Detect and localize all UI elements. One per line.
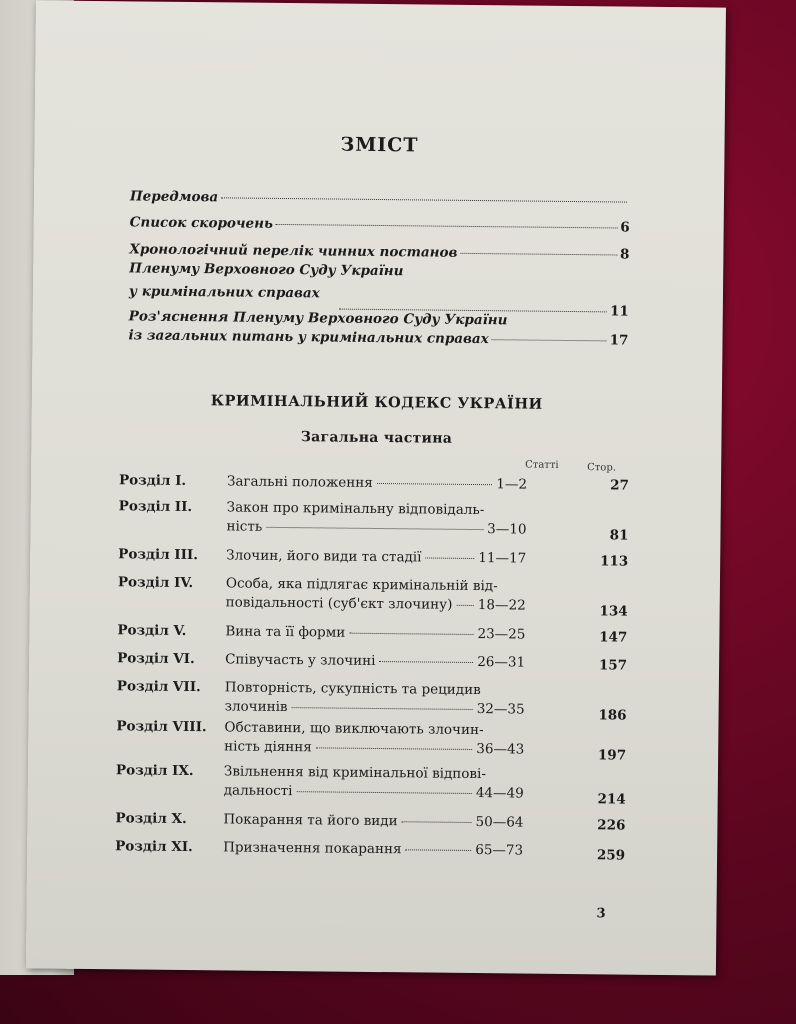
- dot-leader: [266, 527, 483, 530]
- section-title: Особа, яка підлягає кримінальній від-: [225, 575, 498, 595]
- section-title: Звільнення від кримінальної відпові-: [223, 763, 487, 783]
- toc-section-row: [118, 545, 638, 570]
- dot-leader: [460, 253, 617, 256]
- dot-leader: [316, 747, 472, 750]
- table-of-contents: [26, 0, 726, 975]
- toc-section-row: [115, 761, 636, 808]
- section-articles: 1—2: [496, 476, 528, 493]
- section-title: Злочин, його види та стадії: [226, 547, 422, 566]
- section-number: Розділ X.: [115, 810, 187, 828]
- section-number: Розділ II.: [118, 498, 193, 516]
- toc-section-row: [118, 471, 639, 494]
- section-title: Повторність, сукупність та рецидив: [224, 679, 481, 699]
- toc-entry-label: Пленуму Верховного Суду України: [129, 260, 404, 280]
- section-number: Розділ VIII.: [116, 718, 207, 736]
- section-title: злочинів: [224, 698, 288, 716]
- toc-section-row: [115, 837, 635, 864]
- section-articles: 11—17: [478, 550, 527, 567]
- book-page: [26, 0, 726, 975]
- dot-leader: [402, 821, 472, 823]
- section-articles: 44—49: [475, 785, 524, 802]
- toc-section-row: [117, 649, 637, 674]
- section-title: ність: [226, 518, 263, 535]
- dot-leader: [377, 483, 492, 485]
- section-articles: 23—25: [477, 626, 526, 643]
- section-articles: 3—10: [487, 521, 527, 538]
- section-number: Розділ IV.: [117, 574, 194, 592]
- dot-leader: [492, 339, 607, 341]
- dot-leader: [221, 197, 627, 202]
- toc-entry-label: із загальних питань у кримінальних справах: [128, 327, 489, 348]
- section-articles: 36—43: [476, 741, 525, 758]
- section-number: Розділ IX.: [115, 762, 194, 780]
- section-title: ність діяння: [224, 738, 312, 756]
- section-page: 226: [597, 817, 626, 834]
- section-title: дальності: [223, 782, 293, 800]
- page-title: ЗМІСТ: [340, 133, 419, 157]
- toc-entry-label: у кримінальних справах: [128, 283, 320, 302]
- toc-entry-label: Роз'яснення Пленуму Верховного Суду України: [128, 308, 508, 329]
- part-title: Загальна частина: [300, 429, 453, 447]
- section-number: Розділ VI.: [117, 650, 195, 668]
- dot-leader: [405, 849, 471, 851]
- section-page: 259: [596, 847, 626, 864]
- toc-section-row: [116, 677, 637, 724]
- dot-leader: [379, 661, 473, 663]
- section-title: Покарання та його види: [223, 811, 398, 830]
- section-articles: 32—35: [476, 701, 525, 718]
- section-articles: 50—64: [475, 814, 524, 831]
- section-articles: 18—22: [477, 597, 526, 614]
- section-page: 134: [599, 603, 628, 620]
- section-title: Обставини, що виключають злочин-: [224, 719, 484, 739]
- dot-leader: [276, 224, 617, 229]
- toc-entry-label: Список скорочень: [129, 214, 274, 232]
- section-page: 113: [599, 553, 629, 570]
- section-page: 27: [610, 477, 630, 494]
- toc-section-row: [115, 809, 636, 834]
- toc-section-row: [116, 717, 637, 764]
- toc-section-row: [117, 621, 638, 646]
- dot-leader: [349, 633, 473, 635]
- section-page: 81: [609, 527, 629, 544]
- section-title: Вина та її форми: [225, 623, 346, 641]
- dot-leader: [292, 707, 473, 710]
- dot-leader: [456, 605, 473, 606]
- toc-entry-label: Передмова: [129, 188, 219, 206]
- section-number: Розділ III.: [118, 546, 199, 564]
- toc-section-row: [117, 573, 638, 620]
- toc-entry-page: 11: [609, 303, 629, 320]
- column-header-pages: Стор.: [587, 462, 617, 474]
- section-page: 147: [599, 629, 628, 646]
- dot-leader: [425, 557, 474, 559]
- section-articles: 26—31: [477, 654, 526, 671]
- section-number: Розділ I.: [118, 472, 187, 489]
- section-title: Співучасть у злочині: [225, 651, 376, 669]
- column-header-articles: Статті: [525, 459, 559, 471]
- section-number: Розділ XI.: [115, 838, 193, 856]
- section-articles: 65—73: [475, 842, 524, 859]
- toc-entry-foreword: [130, 187, 630, 211]
- toc-entry-page: 17: [609, 332, 629, 349]
- section-page: 186: [598, 707, 627, 724]
- dot-leader: [297, 791, 472, 794]
- toc-entry-label: Хронологічний перелік чинних постанов: [129, 241, 458, 261]
- section-page: 214: [597, 791, 626, 808]
- toc-entry-page: 6: [620, 219, 630, 236]
- section-number: Розділ V.: [117, 622, 187, 639]
- section-title: Закон про кримінальну відповідаль-: [226, 499, 485, 519]
- section-title: Загальні положення: [226, 473, 373, 491]
- toc-entry-chronological-list: [129, 240, 630, 306]
- section-title: повідальності (суб'єкт злочину): [225, 594, 453, 613]
- toc-entry-abbreviations: [130, 213, 630, 237]
- toc-section-row: [118, 497, 639, 544]
- section-page: 157: [598, 657, 628, 674]
- section-title: Призначення покарання: [223, 839, 402, 858]
- toc-entry-page: 8: [619, 246, 630, 263]
- page-number: 3: [596, 906, 606, 922]
- toc-entry-clarifications: [128, 307, 628, 350]
- section-number: Розділ VII.: [116, 678, 201, 696]
- section-page: 197: [597, 747, 627, 764]
- code-title: КРИМІНАЛЬНИЙ КОДЕКС УКРАЇНИ: [210, 392, 543, 413]
